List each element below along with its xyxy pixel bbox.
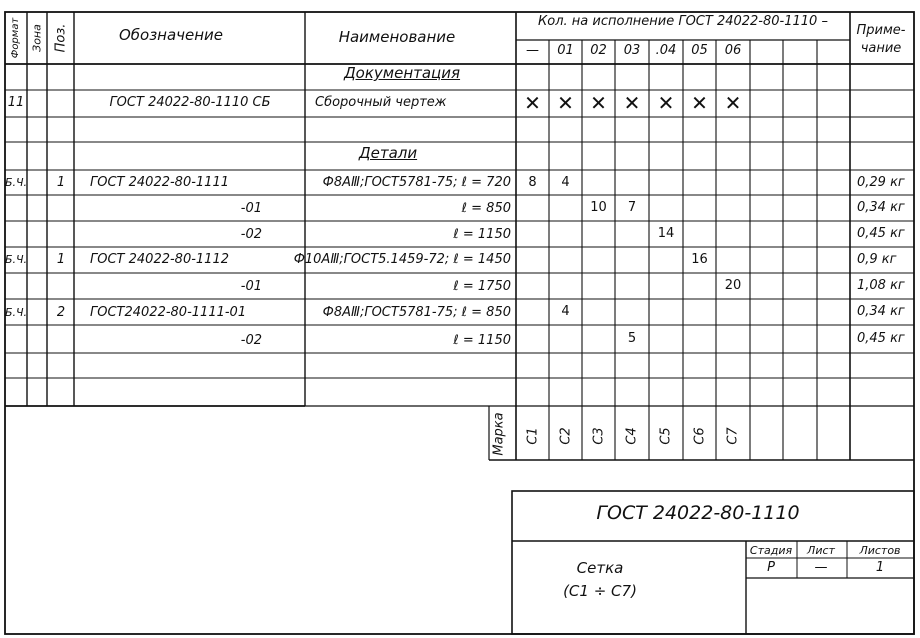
- mark-value: С7: [725, 427, 741, 445]
- variant-header: 01: [557, 43, 574, 58]
- marks-label: Марка: [491, 412, 507, 456]
- row-note: 0,34 кг: [857, 200, 905, 215]
- row-designation: ГОСТ 24022-80-1110 СБ: [109, 95, 271, 110]
- sheets-value: 1: [875, 560, 885, 575]
- header-format: Формат: [10, 17, 21, 59]
- row-designation: ГОСТ24022-80-1111-01: [90, 305, 247, 320]
- section-documentation: Документация: [343, 64, 461, 82]
- row-designation: ГОСТ 24022-80-1112: [90, 252, 229, 267]
- sheets-label: Листов: [859, 544, 901, 557]
- qty-value: 5: [627, 331, 637, 346]
- row-format: Б.Ч.: [4, 176, 28, 189]
- header-designation: Обозначение: [118, 26, 224, 44]
- row-name: Ф8АⅢ;ГОСТ5781-75; ℓ = 720: [322, 175, 511, 190]
- row-note: 0,29 кг: [857, 174, 905, 190]
- header-zone: Зона: [30, 24, 44, 52]
- qty-cross-mark: ✕: [724, 90, 742, 115]
- qty-value: 16: [691, 252, 708, 267]
- qty-value: 4: [561, 304, 570, 319]
- header-note-line1: Приме-: [856, 23, 906, 38]
- row-name: Ф8АⅢ;ГОСТ5781-75; ℓ = 850: [322, 305, 511, 320]
- row-designation: -01: [240, 201, 262, 216]
- qty-cross-mark: ✕: [590, 90, 607, 115]
- variant-header: 05: [691, 43, 708, 58]
- variant-header: —: [526, 43, 539, 58]
- header-note-line2: чание: [860, 41, 902, 56]
- row-name: Сборочный чертеж: [315, 95, 447, 110]
- row-note: 0,45 кг: [857, 331, 905, 346]
- mark-value: С2: [558, 427, 573, 445]
- stage-label: Стадия: [749, 544, 793, 557]
- stage-value: Р: [767, 560, 775, 575]
- variant-header: 02: [590, 43, 607, 58]
- qty-value: 4: [561, 174, 570, 190]
- row-name: ℓ = 1750: [453, 279, 511, 294]
- row-note: 0,34 кг: [857, 304, 905, 319]
- row-pos: 2: [56, 305, 66, 320]
- row-designation: -02: [240, 227, 262, 242]
- header-name: Наименование: [338, 28, 456, 46]
- row-designation: ГОСТ 24022-80-1111: [90, 175, 229, 190]
- row-pos: 1: [56, 252, 66, 267]
- variant-header: 03: [623, 43, 641, 58]
- row-format: Б.Ч.: [4, 306, 28, 319]
- row-name: ℓ = 1150: [453, 333, 511, 348]
- row-designation: -01: [240, 279, 262, 294]
- qty-value: 10: [590, 200, 607, 215]
- section-parts: Детали: [358, 144, 418, 162]
- header-qty-title: Кол. на исполнение ГОСТ 24022-80-1110 –: [538, 14, 828, 29]
- row-note: 0,45 кг: [857, 226, 905, 241]
- sheet-label: Лист: [807, 544, 835, 557]
- mark-value: С4: [624, 427, 640, 445]
- row-designation: -02: [240, 333, 262, 348]
- variant-header: .04: [655, 43, 677, 58]
- mark-value: С3: [591, 427, 606, 445]
- qty-cross-mark: ✕: [657, 90, 675, 115]
- variant-header: 06: [724, 43, 742, 58]
- row-name: ℓ = 850: [461, 201, 511, 216]
- mark-value: С5: [658, 427, 674, 445]
- row-name: Ф10АⅢ;ГОСТ5.1459-72; ℓ = 1450: [293, 252, 511, 267]
- mark-value: С1: [525, 427, 540, 445]
- qty-value: 20: [724, 278, 742, 293]
- row-note: 0,9 кг: [857, 252, 897, 267]
- row-format: Б.Ч.: [4, 253, 28, 266]
- title-designation: ГОСТ 24022-80-1110: [596, 502, 800, 524]
- row-format: 11: [7, 95, 25, 110]
- qty-cross-mark: ✕: [557, 90, 574, 115]
- title-name-line1: Сетка: [576, 559, 624, 577]
- row-note: 1,08 кг: [857, 278, 905, 293]
- qty-cross-mark: ✕: [623, 90, 641, 115]
- title-name-line2: (С1 ÷ С7): [563, 582, 637, 600]
- row-name: ℓ = 1150: [453, 227, 511, 242]
- qty-value: 8: [528, 174, 537, 190]
- sheet-value: —: [814, 560, 828, 575]
- qty-value: 7: [627, 200, 637, 215]
- qty-cross-mark: ✕: [691, 90, 708, 115]
- header-pos: Поз.: [53, 23, 69, 53]
- qty-cross-mark: ✕: [524, 90, 541, 115]
- mark-value: С6: [692, 427, 707, 445]
- row-pos: 1: [56, 175, 66, 190]
- qty-value: 14: [657, 226, 675, 241]
